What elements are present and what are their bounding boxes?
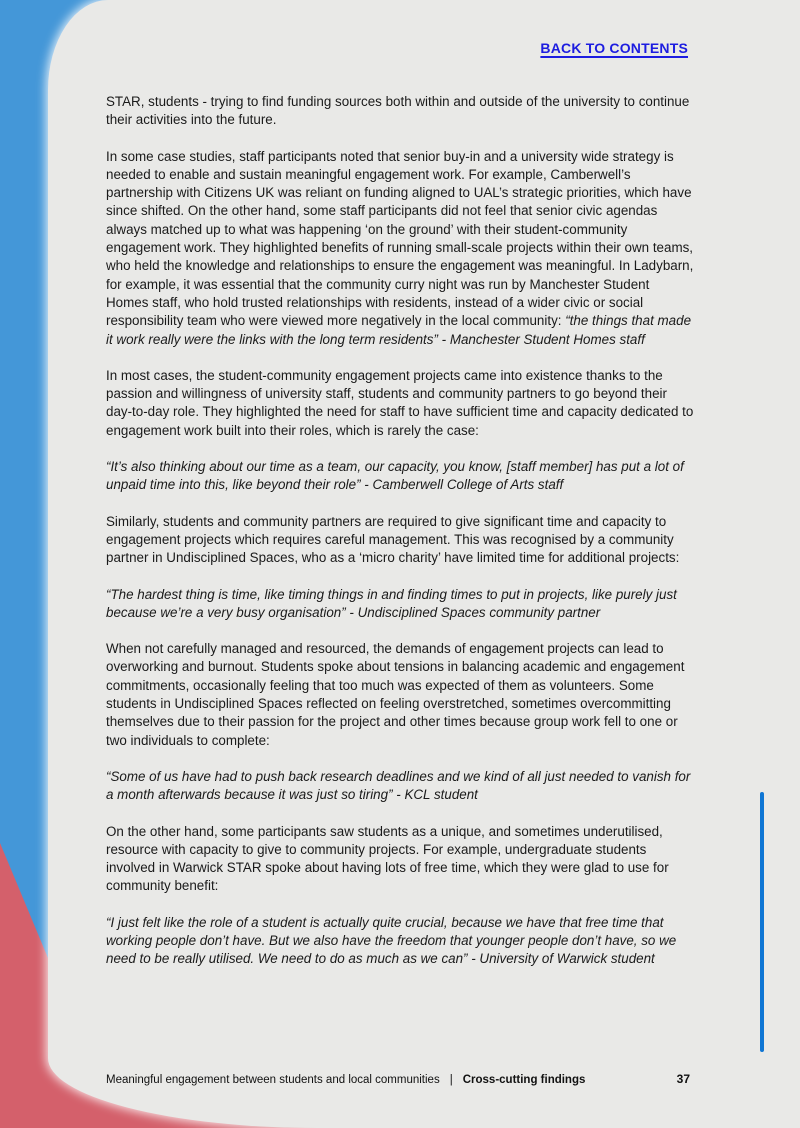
paragraph xyxy=(106,914,694,969)
paragraph xyxy=(106,93,694,130)
paragraph xyxy=(106,586,694,623)
vertical-divider xyxy=(760,792,764,1052)
page xyxy=(48,0,800,1128)
paragraph-text: On the other hand, some participants saw students as a unique, and sometimes underutilised, resource with capacity to give to community projects. For example, undergraduate students involved in Warwick STAR spoke about having lots of free time, which they were glad to use for community benefit: xyxy=(106,823,669,894)
paragraph-text: In some case studies, staff participants noted that senior buy-in and a university wide strategy is needed to enable and sustain meaningful engagement work. For example, Camberwell’s partnership with Citizens UK was reliant on funding aligned to UAL’s strategic priorities, which have since shifted. On the other hand, some staff participants did not feel that senior civic agendas always matched up to what was happening ‘on the ground’ with their student-community engagement work. They highlighted benefits of running small-scale projects within their own teams, who held the knowledge and relationships to ensure the engagement was meaningful. In Ladybarn, for example, it was essential that the community curry night was run by Manchester Student Homes staff, who hold trusted relationships with residents, instead of a wider civic or social responsibility team who were viewed more negatively in the local community: xyxy=(106,148,694,329)
paragraph-text: Similarly, students and community partners are required to give significant time and capacity to engagement projects which requires careful management. This was recognised by a community partner in Undisciplined Spaces, who as a ‘micro charity’ have limited time for additional projects: xyxy=(106,513,680,566)
page-footer xyxy=(106,1072,690,1086)
back-to-contents-link[interactable]: BACK TO CONTENTS xyxy=(540,40,688,56)
paragraph xyxy=(106,768,694,805)
paragraph-text: STAR, students - trying to find funding sources both within and outside of the university to continue their activities into the future. xyxy=(106,94,690,128)
paragraph-quote: “Some of us have had to push back research deadlines and we kind of all just needed to vanish for a month afterwards because it was just so tiring” - KCL student xyxy=(106,768,691,803)
paragraph-text: When not carefully managed and resourced, the demands of engagement projects can lead to overworking and burnout. Students spoke about tensions in balancing academic and engagement commitments, occasionally feeling that too much was expected of them as volunteers. Some students in Undisciplined Spaces reflected on feeling overstretched, sometimes overcommitting themselves due to their passion for the project and other times because group work fell to one or two individuals to complete: xyxy=(106,641,685,748)
paragraph-quote: “It’s also thinking about our time as a team, our capacity, you know, [staff member] has put a lot of unpaid time into this, like beyond their role” - Camberwell College of Arts staff xyxy=(106,459,684,493)
paragraph-text: In most cases, the student-community engagement projects came into existence thanks to the passion and willingness of university staff, students and community partners to go beyond their day-to-day role. They highlighted the need for staff to have sufficient time and capacity dedicated to engagement work built into their roles, which is rarely the case: xyxy=(106,367,694,438)
paragraph xyxy=(106,823,694,896)
page-number: 37 xyxy=(676,1072,690,1086)
footer-title: Meaningful engagement between students and local communities xyxy=(106,1074,440,1086)
paragraph-quote: “I just felt like the role of a student is actually quite crucial, because we have that free time that working people don’t have. But we also have the freedom that younger people don’t have, so we need to be really utilised. We need to do as much as we can” - University of Warwick student xyxy=(106,914,677,967)
paragraph-quote: “The hardest thing is time, like timing things in and finding times to put in projects, like purely just because we’re a very busy organisation” - Undisciplined Spaces community partner xyxy=(106,586,677,620)
paragraph xyxy=(106,640,694,750)
paragraph xyxy=(106,458,694,495)
page-body xyxy=(106,93,694,987)
paragraph xyxy=(106,148,694,349)
paragraph-quote: “the things that made it work really were the links with the long term residents” - Manchester Student Homes staff xyxy=(106,313,692,347)
footer-text xyxy=(106,1074,585,1086)
paragraph xyxy=(106,513,694,568)
footer-separator: | xyxy=(449,1074,453,1086)
paragraph xyxy=(106,367,694,440)
footer-section: Cross-cutting findings xyxy=(462,1074,586,1086)
